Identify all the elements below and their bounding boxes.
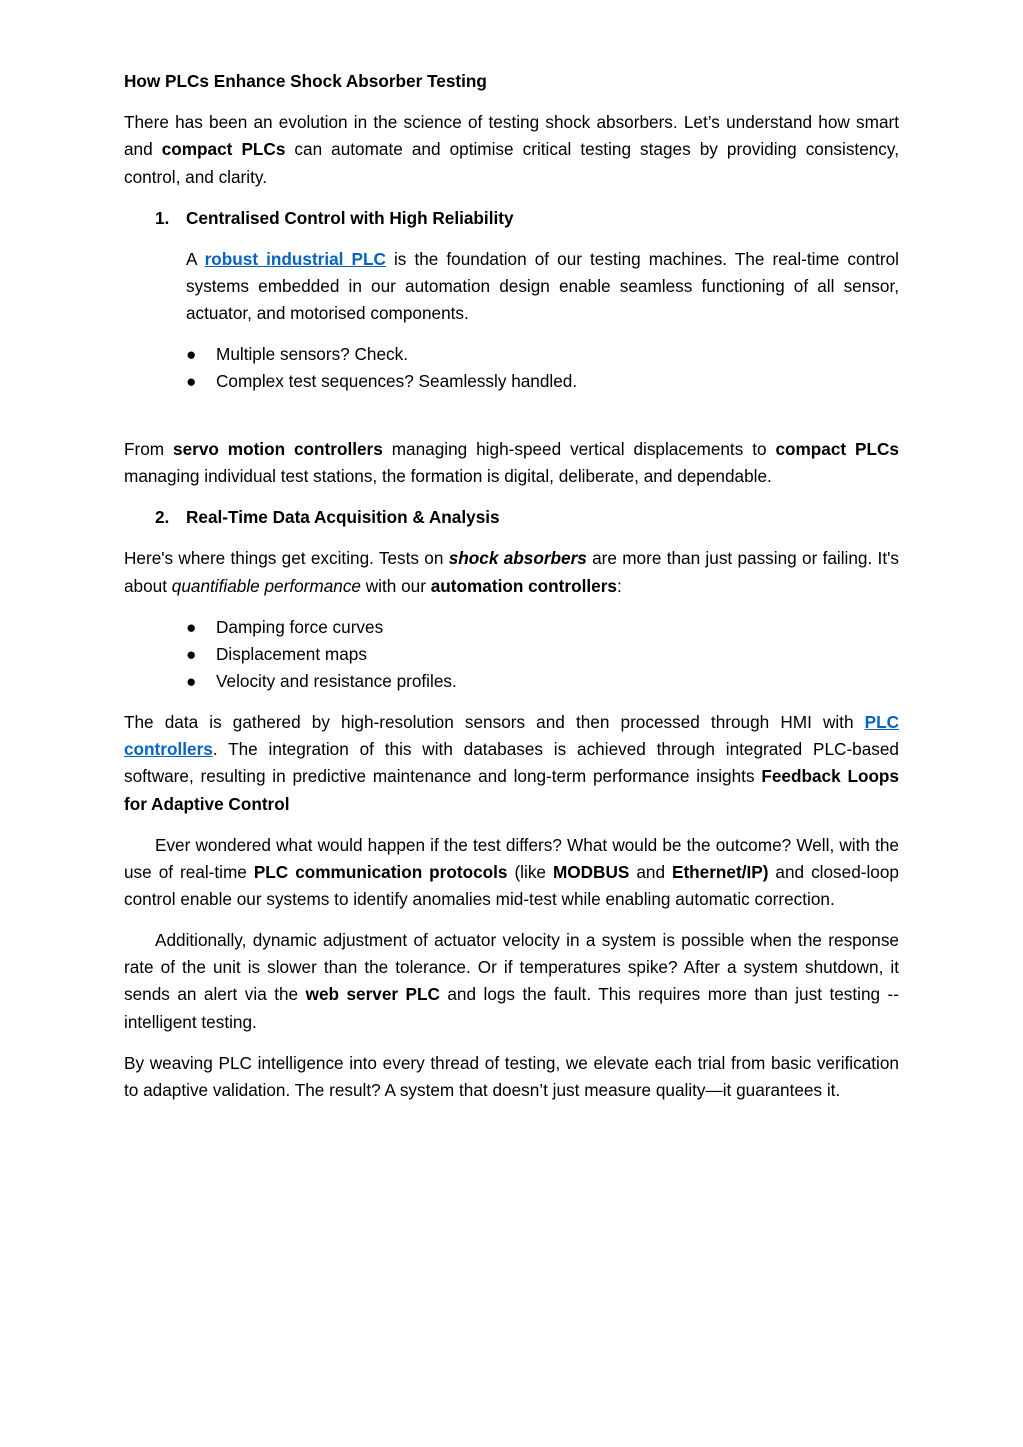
- intro-paragraph: [124, 109, 899, 191]
- section-1-heading: [155, 205, 899, 232]
- servo-paragraph: [124, 436, 899, 490]
- intro-text-1: There has been an evolution in the science of testing shock absorbers. Let’s understand how smart and: [124, 112, 899, 160]
- servo-text-1: From: [124, 439, 174, 460]
- section-1-text-1: A: [186, 248, 205, 269]
- plc-controllers-link[interactable]: PLC controllers: [124, 712, 899, 760]
- servo-text-2: managing high-speed vertical displacements to: [382, 439, 776, 460]
- list-item: [186, 641, 899, 668]
- document-body: [124, 68, 899, 1118]
- list-item-text: Displacement maps: [216, 643, 367, 664]
- ever-text-4: and closed-loop control enable our systems to identify anomalies mid-test while enabling automatic correction.: [124, 861, 899, 910]
- ever-bold-3: Ethernet/IP): [671, 861, 769, 882]
- list-item: [186, 341, 899, 368]
- ever-text-1: Ever wondered what would happen if the test differs? What would be the outcome? Well, with the use of real-time: [124, 834, 899, 882]
- section-2-text-2: are more than just passing or failing. It's about: [124, 548, 899, 596]
- section-2-bullet-list: [186, 614, 899, 696]
- ever-bold-1: PLC communication protocols: [253, 861, 508, 882]
- bullet-icon: ●: [186, 371, 197, 392]
- section-2-italic: quantifiable performance: [171, 575, 361, 596]
- ever-bold-2: MODBUS: [552, 861, 630, 882]
- bullet-icon: ●: [186, 616, 197, 637]
- additionally-paragraph: [124, 927, 899, 1036]
- data-paragraph: [124, 709, 899, 818]
- section-2-text-1: Here's where things get exciting. Tests on: [124, 548, 449, 569]
- data-text-1: The data is gathered by high-resolution sensors and then processed through HMI with: [124, 712, 865, 733]
- servo-bold-1: servo motion controllers: [173, 439, 383, 460]
- list-item: [186, 668, 899, 695]
- intro-text-2: can automate and optimise critical testing stages by providing consistency, control, and clarity.: [124, 139, 899, 187]
- section-2-paragraph: [124, 545, 899, 599]
- section-2-heading-text: Real-Time Data Acquisition & Analysis: [186, 507, 500, 528]
- section-1-heading-text: Centralised Control with High Reliability: [186, 207, 514, 228]
- section-1-number: 1.: [155, 207, 170, 228]
- section-2-number: 2.: [155, 507, 170, 528]
- section-2-heading: [155, 504, 899, 531]
- section-2-text-3: with our: [360, 575, 431, 596]
- data-text-2: . The integration of this with databases is achieved through integrated PLC-based software, resulting in predictive maintenance and long-term performance insights: [124, 739, 899, 787]
- list-item-text: Multiple sensors? Check.: [216, 344, 409, 365]
- data-bold-feedback-loops: Feedback Loops for Adaptive Control: [124, 766, 899, 814]
- section-2-bold: automation controllers: [430, 575, 617, 596]
- section-2-text-4: :: [616, 575, 622, 596]
- additionally-bold-1: web server PLC: [305, 984, 440, 1005]
- additionally-text-1: Additionally, dynamic adjustment of actuator velocity in a system is possible when the response rate of the unit is slower than the tolerance. Or if temperatures spike? After a system shutdown, it sends an alert via the: [124, 930, 899, 1005]
- servo-bold-2: compact PLCs: [775, 439, 899, 460]
- servo-text-3: managing individual test stations, the formation is digital, deliberate, and dependable.: [124, 466, 772, 487]
- list-item-text: Velocity and resistance profiles.: [216, 671, 457, 692]
- additionally-text-2: and logs the fault. This requires more than just testing -- intelligent testing.: [124, 984, 899, 1032]
- list-item-text: Damping force curves: [216, 616, 384, 637]
- list-item: [186, 614, 899, 641]
- list-item: [186, 368, 899, 395]
- bullet-icon: ●: [186, 643, 197, 664]
- ever-wondered-paragraph: [124, 832, 899, 914]
- ever-text-3: and: [629, 861, 672, 882]
- intro-bold-compact-plcs: compact PLCs: [161, 139, 286, 160]
- spacer: [124, 409, 899, 436]
- section-2-bold-italic: shock absorbers: [448, 548, 587, 569]
- robust-industrial-plc-link[interactable]: robust industrial PLC: [204, 248, 386, 269]
- bullet-icon: ●: [186, 671, 197, 692]
- list-item-text: Complex test sequences? Seamlessly handled.: [216, 371, 578, 392]
- section-1-text-2: is the foundation of our testing machines. The real-time control systems embedded in our automation design enable seamless functioning of all sensor, actuator, and motorised components.: [186, 248, 900, 324]
- final-paragraph: By weaving PLC intelligence into every thread of testing, we elevate each trial from basic verification to adaptive validation. The result? A system that doesn’t just measure quality—it guarantees it.: [124, 1052, 899, 1100]
- document-title: How PLCs Enhance Shock Absorber Testing: [124, 71, 487, 91]
- section-1-bullet-list: [186, 341, 899, 395]
- section-1-paragraph: [186, 246, 899, 328]
- bullet-icon: ●: [186, 344, 197, 365]
- ever-text-2: (like: [507, 861, 553, 882]
